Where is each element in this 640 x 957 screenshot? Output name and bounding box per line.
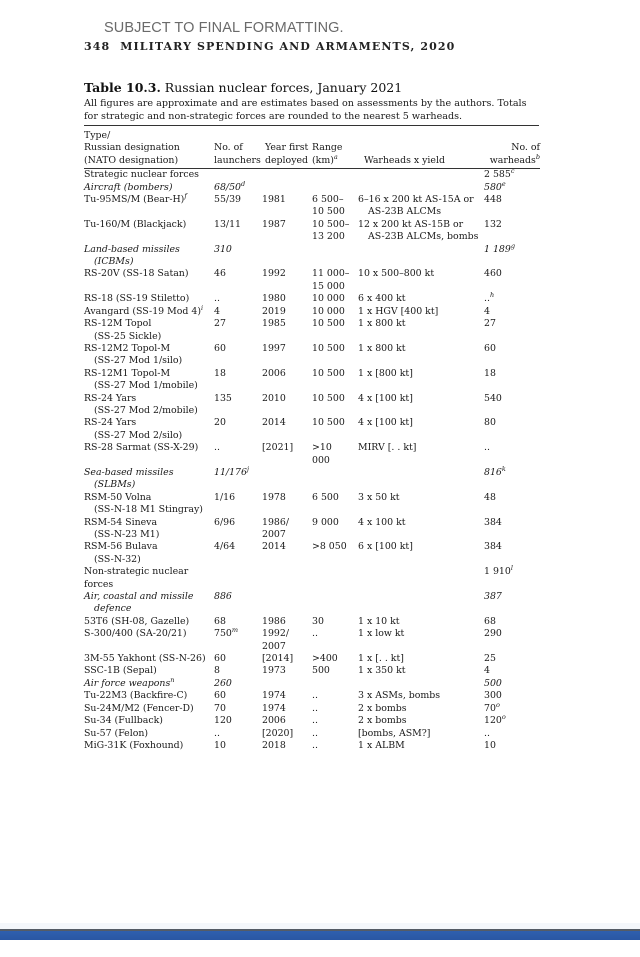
- cell-warheads-yield: 1 x 800 kt: [358, 342, 406, 354]
- cell-range: 10 000: [312, 293, 345, 305]
- cell-launchers: 68: [214, 615, 226, 627]
- cell-warheads: 300: [484, 690, 502, 702]
- table-row: [84, 740, 540, 752]
- header-range: Range (km)$^a$: [312, 130, 354, 169]
- cell-range: ..: [312, 715, 318, 727]
- cell-year-deployed: 2010: [262, 392, 286, 404]
- cell-warheads-yield: [354, 467, 484, 492]
- cell-warheads-yield: [354, 566, 484, 591]
- cell-designation: Land-based missiles (ICBMs): [84, 243, 180, 268]
- table-row: [84, 728, 540, 740]
- cell-year-deployed: [262, 467, 312, 492]
- cell-warheads-yield: 1 x HGV [400 kt]: [358, 305, 439, 317]
- cell-year-deployed: 1992/ 2007: [262, 628, 290, 652]
- cell-warheads: 70$^o$: [484, 700, 500, 714]
- cell-year-deployed: [262, 182, 312, 194]
- cell-year-deployed: 1978: [262, 491, 286, 503]
- cell-warheads: 60: [484, 342, 496, 354]
- cell-year-deployed: 2014: [262, 417, 286, 429]
- cell-launchers: 6/96: [214, 516, 236, 528]
- cell-warheads-yield: 1 x ALBM: [358, 739, 405, 751]
- cell-designation: SSC-1B (Sepal): [84, 665, 157, 677]
- cell-launchers: 70: [214, 702, 226, 714]
- cell-launchers: 27: [214, 318, 226, 330]
- cell-year-deployed: 2006: [262, 715, 286, 727]
- header-type: Type/ Russian designation (NATO designation): [84, 130, 214, 169]
- cell-launchers: ..: [214, 293, 220, 305]
- cell-warheads-yield: [354, 169, 484, 182]
- cell-year-deployed: [262, 169, 312, 182]
- cell-designation: Sea-based missiles (SLBMs): [84, 466, 174, 491]
- cell-year-deployed: 2014: [262, 541, 286, 553]
- cell-warheads-yield: 10 x 500–800 kt: [358, 268, 435, 280]
- cell-launchers: 120: [214, 715, 232, 727]
- cell-warheads-yield: 2 x bombs: [358, 715, 407, 727]
- running-head: [84, 40, 455, 53]
- cell-launchers: 20: [214, 417, 226, 429]
- cell-launchers: 68/50$^d$: [214, 179, 246, 193]
- header-year: Year first deployed: [262, 130, 312, 169]
- cell-designation: RSM-54 Sineva (SS-N-23 M1): [84, 516, 160, 540]
- cell-range: [312, 169, 354, 182]
- cell-designation: Air, coastal and missile defence: [84, 591, 194, 615]
- cell-year-deployed: 1997: [262, 342, 286, 354]
- table-body: [84, 169, 540, 753]
- cell-range: 11 000– 15 000: [312, 268, 350, 292]
- cell-year-deployed: [262, 678, 312, 690]
- table-label: Table 10.3.: [84, 80, 161, 95]
- cell-warheads: 540: [484, 392, 502, 404]
- cell-launchers: 886: [214, 591, 232, 603]
- cell-range: >10 000: [312, 442, 332, 466]
- cell-warheads: 48: [484, 491, 496, 503]
- cell-launchers: ..: [214, 442, 220, 454]
- cell-warheads: 25: [484, 653, 496, 665]
- cell-launchers: 11/176$^j$: [214, 464, 249, 478]
- cell-designation: Tu-95MS/M (Bear-H)$^f$: [84, 192, 187, 206]
- cell-warheads-yield: 3 x 50 kt: [358, 491, 400, 503]
- cell-range: >400: [312, 653, 338, 665]
- table-header-row: [84, 130, 540, 169]
- cell-launchers: 13/11: [214, 218, 242, 230]
- window-bottom-edge: [0, 923, 640, 940]
- cell-range: [312, 566, 354, 591]
- cell-designation: RS-12M1 Topol-M (SS-27 Mod 1/mobile): [84, 367, 198, 392]
- cell-designation: RSM-56 Bulava (SS-N-32): [84, 541, 158, 565]
- cell-warheads: 460: [484, 268, 502, 280]
- table-row: [84, 219, 540, 244]
- cell-range: 30: [312, 615, 324, 627]
- cell-designation: Avangard (SS-19 Mod 4)$^i$: [84, 303, 204, 317]
- cell-range: 10 500: [312, 367, 345, 379]
- header-warheads: No. of warheads$^b$: [484, 130, 540, 169]
- cell-range: [312, 591, 354, 616]
- cell-warheads: 132: [484, 218, 502, 230]
- cell-launchers: [214, 566, 262, 591]
- cell-warheads-yield: 1 x [. . kt]: [358, 653, 404, 665]
- cell-year-deployed: 1974: [262, 702, 286, 714]
- cell-warheads-yield: [354, 244, 484, 269]
- cell-warheads: 816$^k$: [484, 464, 506, 478]
- cell-year-deployed: 2019: [262, 305, 286, 317]
- cell-warheads: 10: [484, 739, 496, 751]
- cell-range: 10 500: [312, 417, 345, 429]
- cell-launchers: 10: [214, 739, 226, 751]
- cell-designation: S-300/400 (SA-20/21): [84, 628, 187, 640]
- table-subcategory-row: [84, 244, 540, 269]
- cell-warheads: 4: [484, 305, 490, 317]
- cell-year-deployed: [2014]: [262, 653, 294, 665]
- cell-year-deployed: 1981: [262, 194, 286, 206]
- cell-launchers: 60: [214, 653, 226, 665]
- cell-warheads-yield: 1 x 10 kt: [358, 615, 400, 627]
- cell-warheads-yield: [354, 591, 484, 616]
- cell-warheads-yield: [bombs, ASM?]: [358, 727, 431, 739]
- cell-warheads-yield: 4 x [100 kt]: [358, 392, 413, 404]
- table-row: [84, 306, 540, 318]
- cell-designation: Non-strategic nuclear forces: [84, 566, 189, 590]
- cell-range: 10 500: [312, 318, 345, 330]
- nuclear-forces-table: [84, 130, 540, 752]
- table-row: [84, 653, 540, 665]
- cell-year-deployed: [2021]: [262, 442, 294, 454]
- table-title: [84, 80, 402, 95]
- cell-year-deployed: [262, 566, 312, 591]
- cell-designation: MiG-31K (Foxhound): [84, 739, 184, 751]
- cell-year-deployed: [262, 591, 312, 616]
- cell-year-deployed: 2006: [262, 367, 286, 379]
- cell-launchers: 60: [214, 690, 226, 702]
- cell-range: 10 500– 13 200: [312, 218, 350, 243]
- cell-designation: RS-12M2 Topol-M (SS-27 Mod 1/silo): [84, 342, 183, 367]
- table-subcategory-row: [84, 182, 540, 194]
- cell-launchers: 55/39: [214, 194, 242, 206]
- cell-range: 10 500: [312, 392, 345, 404]
- cell-year-deployed: 1987: [262, 218, 286, 230]
- cell-warheads: 80: [484, 417, 496, 429]
- cell-designation: RS-20V (SS-18 Satan): [84, 268, 189, 280]
- cell-warheads-yield: 6 x 400 kt: [358, 293, 406, 305]
- table-row: [84, 616, 540, 628]
- cell-warheads-yield: 12 x 200 kt AS-15B or AS-23B ALCMs, bombs: [358, 218, 479, 243]
- cell-warheads: 1 910$^l$: [484, 564, 513, 578]
- cell-range: 6 500– 10 500: [312, 194, 345, 218]
- table-row: [84, 368, 540, 393]
- table-row: [84, 417, 540, 442]
- cell-year-deployed: 1992: [262, 268, 286, 280]
- cell-designation: Su-34 (Fullback): [84, 715, 163, 727]
- cell-warheads: 2 585$^c$: [484, 167, 515, 181]
- cell-warheads: 120$^o$: [484, 713, 506, 727]
- table-row: [84, 715, 540, 727]
- cell-warheads-yield: 1 x [800 kt]: [358, 367, 413, 379]
- watermark-text: SUBJECT TO FINAL FORMATTING.: [104, 20, 344, 36]
- cell-launchers: 18: [214, 367, 226, 379]
- table-category-row: [84, 169, 540, 182]
- cell-range: [312, 678, 354, 690]
- cell-warheads-yield: 6–16 x 200 kt AS-15A or AS-23B ALCMs: [358, 194, 474, 218]
- cell-range: [312, 244, 354, 269]
- table-row: [84, 492, 540, 517]
- cell-warheads-yield: 6 x [100 kt]: [358, 541, 413, 553]
- header-launchers: No. of launchers: [214, 130, 262, 169]
- cell-year-deployed: 1985: [262, 318, 286, 330]
- cell-launchers: [214, 169, 262, 182]
- table-row: [84, 343, 540, 368]
- cell-warheads-yield: 1 x 350 kt: [358, 665, 406, 677]
- cell-range: ..: [312, 628, 318, 640]
- cell-warheads-yield: MIRV [. . kt]: [358, 442, 417, 454]
- cell-launchers: 4: [214, 305, 220, 317]
- cell-warheads-yield: [354, 678, 484, 690]
- table-row: [84, 194, 540, 219]
- cell-designation: RS-24 Yars (SS-27 Mod 2/mobile): [84, 392, 198, 416]
- table-title-text: Russian nuclear forces, January 2021: [164, 80, 403, 95]
- cell-range: ..: [312, 739, 318, 751]
- cell-range: 10 000: [312, 305, 345, 317]
- page-number: 348: [84, 40, 111, 53]
- cell-designation: RS-12M Topol (SS-25 Sickle): [84, 318, 162, 342]
- cell-warheads: 1 189$^g$: [484, 241, 516, 255]
- cell-year-deployed: 2018: [262, 739, 286, 751]
- cell-warheads: ..$^h$: [484, 291, 495, 305]
- cell-warheads-yield: 2 x bombs: [358, 702, 407, 714]
- cell-warheads-yield: 4 x [100 kt]: [358, 417, 413, 429]
- cell-warheads-yield: 3 x ASMs, bombs: [358, 690, 441, 702]
- cell-range: 500: [312, 665, 330, 677]
- cell-warheads: 384: [484, 541, 502, 553]
- table-row: [84, 690, 540, 702]
- table-row: [84, 268, 540, 293]
- cell-warheads: 290: [484, 628, 502, 640]
- cell-launchers: 135: [214, 392, 232, 404]
- table-category-row: [84, 566, 540, 591]
- cell-range: 6 500: [312, 491, 339, 503]
- cell-designation: Tu-160/M (Blackjack): [84, 218, 187, 230]
- table-row: [84, 541, 540, 566]
- cell-launchers: 310: [214, 243, 232, 255]
- cell-warheads: 4: [484, 665, 490, 677]
- table-subcategory-row: [84, 591, 540, 616]
- cell-warheads: 580e: [484, 179, 506, 193]
- cell-range: ..: [312, 702, 318, 714]
- cell-range: 10 500: [312, 342, 345, 354]
- cell-range: [312, 467, 354, 492]
- cell-designation: 3M-55 Yakhont (SS-N-26): [84, 653, 206, 665]
- table-note: All figures are approximate and are estimates based on assessments by the authors. Totals for strategic and non-strategic forces are rounded to the nearest 5 warheads.: [84, 97, 539, 126]
- table-row: [84, 517, 540, 542]
- cell-designation: 53T6 (SH-08, Gazelle): [84, 615, 190, 627]
- cell-year-deployed: [2020]: [262, 727, 294, 739]
- cell-launchers: 1/16: [214, 491, 236, 503]
- header-warheads-yield: Warheads x yield: [354, 130, 484, 169]
- cell-year-deployed: 1974: [262, 690, 286, 702]
- cell-warheads: 68: [484, 615, 496, 627]
- cell-range: 9 000: [312, 516, 339, 528]
- cell-warheads-yield: 1 x low kt: [358, 628, 405, 640]
- table-row: [84, 293, 540, 305]
- cell-range: [312, 182, 354, 194]
- cell-designation: RS-24 Yars (SS-27 Mod 2/silo): [84, 417, 183, 441]
- table-row: [84, 318, 540, 343]
- cell-year-deployed: 1980: [262, 293, 286, 305]
- cell-launchers: ..: [214, 727, 220, 739]
- table-subcategory-row: [84, 467, 540, 492]
- table-row: [84, 442, 540, 467]
- cell-designation: RS-18 (SS-19 Stiletto): [84, 293, 190, 305]
- table-row: [84, 393, 540, 418]
- cell-warheads: ..: [484, 727, 490, 739]
- cell-warheads: 500: [484, 677, 502, 689]
- cell-designation: Su-57 (Felon): [84, 727, 149, 739]
- running-head-title: MILITARY SPENDING AND ARMAMENTS, 2020: [120, 40, 456, 53]
- cell-designation: Strategic nuclear forces: [84, 169, 199, 181]
- cell-warheads: 27: [484, 318, 496, 330]
- cell-designation: Aircraft (bombers): [84, 181, 173, 193]
- cell-warheads: 18: [484, 367, 496, 379]
- cell-range: >8 050: [312, 541, 347, 553]
- cell-warheads: ..: [484, 442, 490, 454]
- cell-range: ..: [312, 727, 318, 739]
- cell-launchers: 8: [214, 665, 220, 677]
- cell-launchers: 750$^m$: [214, 626, 239, 640]
- cell-designation: RS-28 Sarmat (SS-X-29): [84, 442, 199, 454]
- table-subcategory-row: [84, 678, 540, 690]
- cell-launchers: 60: [214, 342, 226, 354]
- cell-designation: Su-24M/M2 (Fencer-D): [84, 702, 194, 714]
- cell-warheads: 387: [484, 591, 502, 603]
- cell-launchers: 46: [214, 268, 226, 280]
- cell-designation: RSM-50 Volna (SS-N-18 M1 Stingray): [84, 491, 203, 516]
- cell-warheads-yield: [354, 182, 484, 194]
- cell-warheads-yield: 1 x 800 kt: [358, 318, 406, 330]
- cell-range: ..: [312, 690, 318, 702]
- cell-year-deployed: 1986/ 2007: [262, 516, 290, 540]
- cell-launchers: 4/64: [214, 541, 236, 553]
- cell-year-deployed: 1973: [262, 665, 286, 677]
- cell-year-deployed: 1986: [262, 615, 286, 627]
- cell-warheads: 384: [484, 516, 502, 528]
- cell-launchers: 260: [214, 677, 232, 689]
- table-row: [84, 703, 540, 715]
- cell-designation: Air force weapons$^n$: [84, 675, 175, 689]
- table-row: [84, 628, 540, 653]
- table-row: [84, 665, 540, 677]
- cell-year-deployed: [262, 244, 312, 269]
- cell-designation: Tu-22M3 (Backfire-C): [84, 690, 188, 702]
- cell-warheads: 448: [484, 194, 502, 206]
- cell-warheads-yield: 4 x 100 kt: [358, 516, 406, 528]
